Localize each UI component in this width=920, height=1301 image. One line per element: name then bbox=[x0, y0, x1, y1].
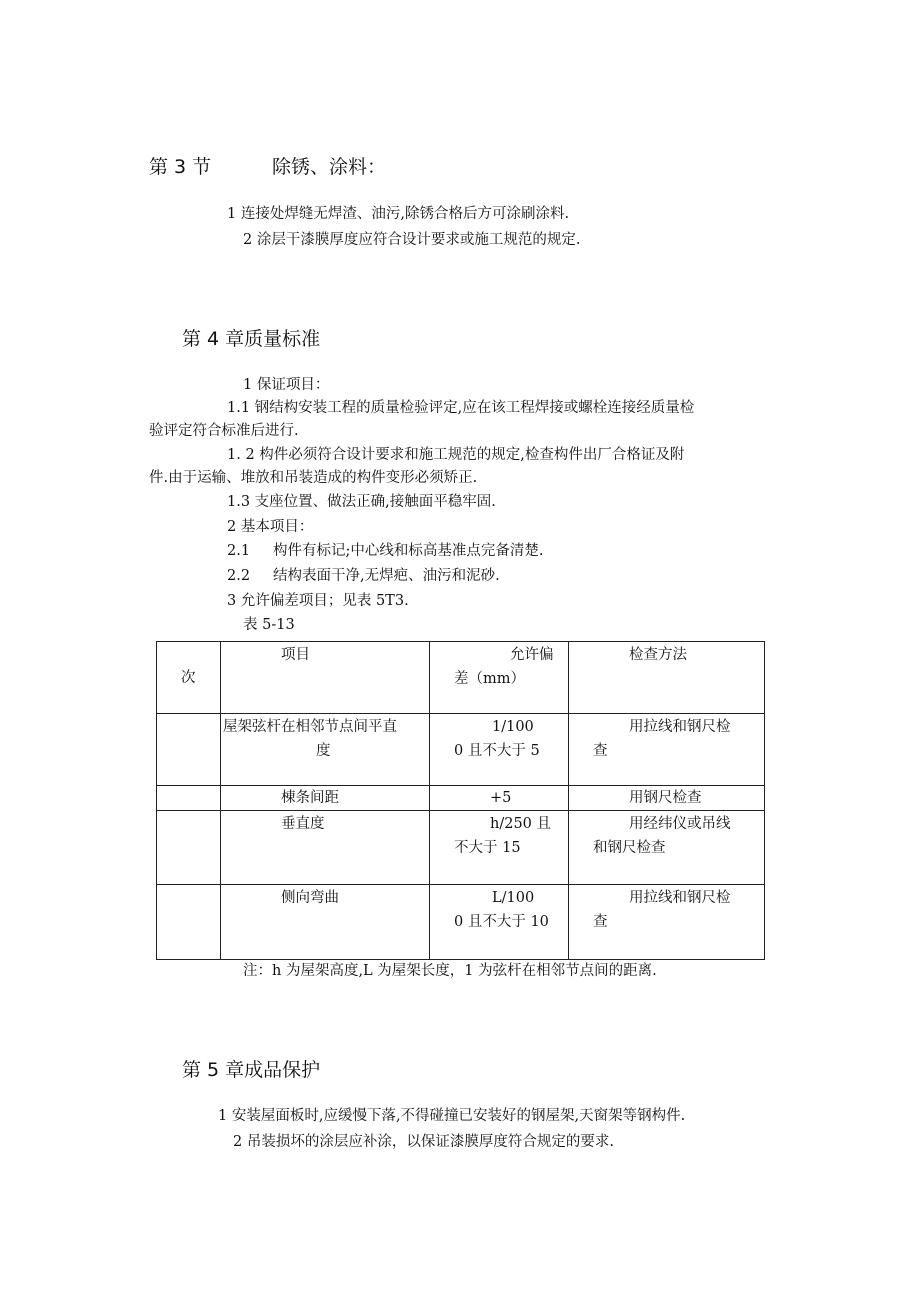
row-deviation-line2: 0 且不大于 5 bbox=[454, 743, 540, 759]
row-deviation-cell bbox=[430, 811, 569, 885]
item-2-2-number: 2.2 bbox=[227, 568, 251, 584]
header-method: 检查方法 bbox=[629, 647, 687, 663]
header-deviation-line2: 差（mm） bbox=[454, 671, 525, 687]
item-2-1-number: 2.1 bbox=[227, 543, 251, 559]
item-1-2-line2: 件.由于运输、堆放和吊装造成的构件变形必须矫正. bbox=[149, 470, 478, 486]
item-2-2-text: 结构表面干净,无焊疤、油污和泥砂. bbox=[273, 568, 500, 584]
row-method-line1: 用钢尺检查 bbox=[629, 790, 702, 806]
row-item-line1: 侧向弯曲 bbox=[281, 890, 339, 906]
row-deviation-line2: 0 且不大于 10 bbox=[454, 914, 549, 930]
row-item-cell bbox=[221, 811, 430, 885]
table-row bbox=[157, 885, 765, 960]
chapter5-title: 第 5 章成品保护 bbox=[182, 1059, 321, 1081]
row-deviation-line1: +5 bbox=[490, 790, 512, 806]
allowed-deviation-heading: 3 允许偏差项目；见表 5T3. bbox=[227, 593, 409, 609]
table-header-row bbox=[157, 642, 765, 714]
item-1-1-line2: 验评定符合标准后进行. bbox=[149, 423, 299, 439]
header-seq: 次 bbox=[181, 670, 196, 686]
table-row bbox=[157, 786, 765, 811]
row-method-cell bbox=[569, 885, 765, 960]
row-seq-cell bbox=[157, 885, 221, 960]
section-title: 除锈、涂料： bbox=[272, 156, 387, 178]
table-row bbox=[157, 811, 765, 885]
header-item-cell bbox=[221, 642, 430, 714]
row-item-cell bbox=[221, 786, 430, 811]
row-method-line1: 用拉线和钢尺检 bbox=[629, 890, 731, 906]
section3-item-2: 2 涂层干漆膜厚度应符合设计要求或施工规范的规定. bbox=[243, 232, 581, 248]
row-deviation-line1: L/100 bbox=[492, 890, 535, 906]
chapter4-title: 第 4 章质量标准 bbox=[182, 328, 321, 350]
row-method-line1: 用拉线和钢尺检 bbox=[629, 719, 731, 735]
row-deviation-cell bbox=[430, 714, 569, 786]
row-item-line2: 度 bbox=[316, 743, 331, 759]
row-item-line1: 屋架弦杆在相邻节点间平直 bbox=[223, 719, 397, 735]
section-number: 第 3 节 bbox=[149, 156, 212, 178]
row-deviation-line1: 1/100 bbox=[492, 719, 534, 735]
row-seq-cell bbox=[157, 714, 221, 786]
header-deviation-line1: 允许偏 bbox=[510, 647, 554, 663]
item-1-1-line1: 1.1 钢结构安装工程的质量检验评定,应在该工程焊接或螺栓连接经质量检 bbox=[227, 400, 695, 416]
row-method-line2: 查 bbox=[593, 914, 608, 930]
item-2-1-text: 构件有标记;中心线和标高基准点完备清楚. bbox=[273, 543, 544, 559]
row-method-cell bbox=[569, 714, 765, 786]
row-method-line2: 和钢尺检查 bbox=[593, 840, 666, 856]
table-note: 注：h 为屋架高度,L 为屋架长度，1 为弦杆在相邻节点间的距离. bbox=[243, 963, 657, 979]
header-method-cell bbox=[569, 642, 765, 714]
header-seq-cell bbox=[157, 642, 221, 714]
row-item-line1: 垂直度 bbox=[281, 816, 325, 832]
row-method-line1: 用经纬仪或吊线 bbox=[629, 816, 731, 832]
header-item: 项目 bbox=[281, 647, 310, 663]
row-deviation-line1: h/250 且 bbox=[490, 816, 552, 832]
table-row bbox=[157, 714, 765, 786]
row-deviation-cell bbox=[430, 786, 569, 811]
row-method-cell bbox=[569, 811, 765, 885]
header-deviation-cell bbox=[430, 642, 569, 714]
row-deviation-cell bbox=[430, 885, 569, 960]
row-item-cell bbox=[221, 885, 430, 960]
table-caption: 表 5-13 bbox=[243, 617, 295, 633]
item-1-2-line1: 1. 2 构件必须符合设计要求和施工规范的规定,检查构件出厂合格证及附 bbox=[227, 447, 685, 463]
chapter5-item-2: 2 吊装损坏的涂层应补涂，以保证漆膜厚度符合规定的要求. bbox=[233, 1134, 614, 1150]
row-method-cell bbox=[569, 786, 765, 811]
row-method-line2: 查 bbox=[593, 743, 608, 759]
row-seq-cell bbox=[157, 786, 221, 811]
basic-heading: 2 基本项目： bbox=[227, 519, 314, 535]
guarantee-heading: 1 保证项目： bbox=[243, 377, 330, 393]
row-seq-cell bbox=[157, 811, 221, 885]
section3-item-1: 1 连接处焊缝无焊渣、油污,除锈合格后方可涂刷涂料. bbox=[227, 206, 570, 222]
row-item-line1: 棟条间距 bbox=[281, 790, 339, 806]
tolerance-table bbox=[156, 641, 765, 960]
item-1-3: 1.3 支座位置、做法正确,接触面平稳牢固. bbox=[227, 494, 496, 510]
chapter5-item-1: 1 安装屋面板时,应缓慢下落,不得碰撞已安装好的钢屋架,天窗架等钢构件. bbox=[218, 1108, 686, 1124]
row-deviation-line2: 不大于 15 bbox=[454, 840, 521, 856]
row-item-cell bbox=[221, 714, 430, 786]
